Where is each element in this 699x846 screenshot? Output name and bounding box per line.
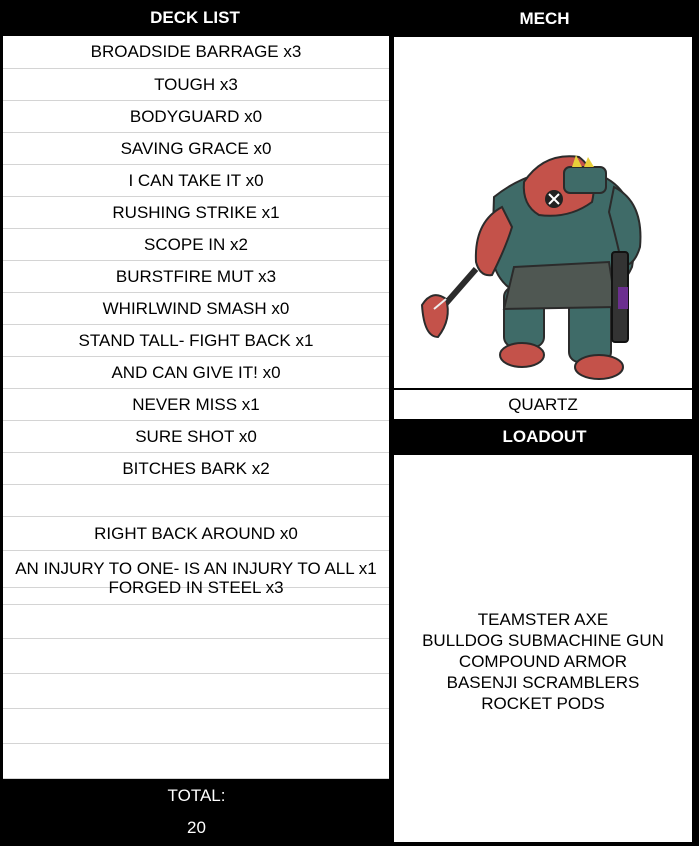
deck-list-item: FORGED IN STEEL x3 bbox=[3, 572, 389, 605]
deck-list-item bbox=[3, 674, 389, 709]
mech-image-panel bbox=[394, 37, 692, 388]
deck-list-item: SCOPE IN x2 bbox=[3, 229, 389, 261]
deck-list-item: SAVING GRACE x0 bbox=[3, 133, 389, 165]
deck-list-item: RUSHING STRIKE x1 bbox=[3, 197, 389, 229]
loadout-item: ROCKET PODS bbox=[481, 693, 605, 713]
deck-list-item: BITCHES BARK x2 bbox=[3, 453, 389, 485]
mech-header: MECH bbox=[519, 9, 570, 28]
loadout-list bbox=[422, 609, 664, 714]
mech-name: QUARTZ bbox=[394, 390, 692, 419]
deck-list bbox=[3, 36, 389, 779]
loadout-item: BULLDOG SUBMACHINE GUN bbox=[422, 630, 664, 650]
deck-list-item bbox=[3, 485, 389, 517]
loadout-panel bbox=[394, 455, 692, 842]
deck-list-item: I CAN TAKE IT x0 bbox=[3, 165, 389, 197]
deck-list-item: AN INJURY TO ONE- IS AN INJURY TO ALL x1 bbox=[3, 551, 389, 588]
deck-list-item bbox=[3, 744, 389, 779]
deck-list-item bbox=[3, 709, 389, 744]
loadout-header: LOADOUT bbox=[502, 427, 587, 446]
deck-list-item: WHIRLWIND SMASH x0 bbox=[3, 293, 389, 325]
deck-list-item bbox=[3, 639, 389, 674]
loadout-item: TEAMSTER AXE bbox=[477, 609, 609, 629]
deck-list-item: RIGHT BACK AROUND x0 bbox=[3, 517, 389, 551]
deck-list-item: STAND TALL- FIGHT BACK x1 bbox=[3, 325, 389, 357]
deck-list-item: BURSTFIRE MUT x3 bbox=[3, 261, 389, 293]
axe-icon bbox=[422, 269, 476, 337]
loadout-item: BASENJI SCRAMBLERS bbox=[446, 672, 640, 692]
loadout-item: COMPOUND ARMOR bbox=[458, 651, 628, 671]
deck-list-item: BROADSIDE BARRAGE x3 bbox=[3, 36, 389, 69]
deck-list-header: DECK LIST bbox=[150, 8, 240, 27]
deck-list-item bbox=[3, 605, 389, 639]
deck-list-item: SURE SHOT x0 bbox=[3, 421, 389, 453]
total-label: TOTAL: bbox=[167, 786, 226, 805]
deck-list-item: BODYGUARD x0 bbox=[3, 101, 389, 133]
deck-list-item: NEVER MISS x1 bbox=[3, 389, 389, 421]
total-value: 20 bbox=[187, 818, 206, 837]
mech-illustration bbox=[394, 37, 692, 388]
deck-list-item: AND CAN GIVE IT! x0 bbox=[3, 357, 389, 389]
deck-list-item: TOUGH x3 bbox=[3, 69, 389, 101]
